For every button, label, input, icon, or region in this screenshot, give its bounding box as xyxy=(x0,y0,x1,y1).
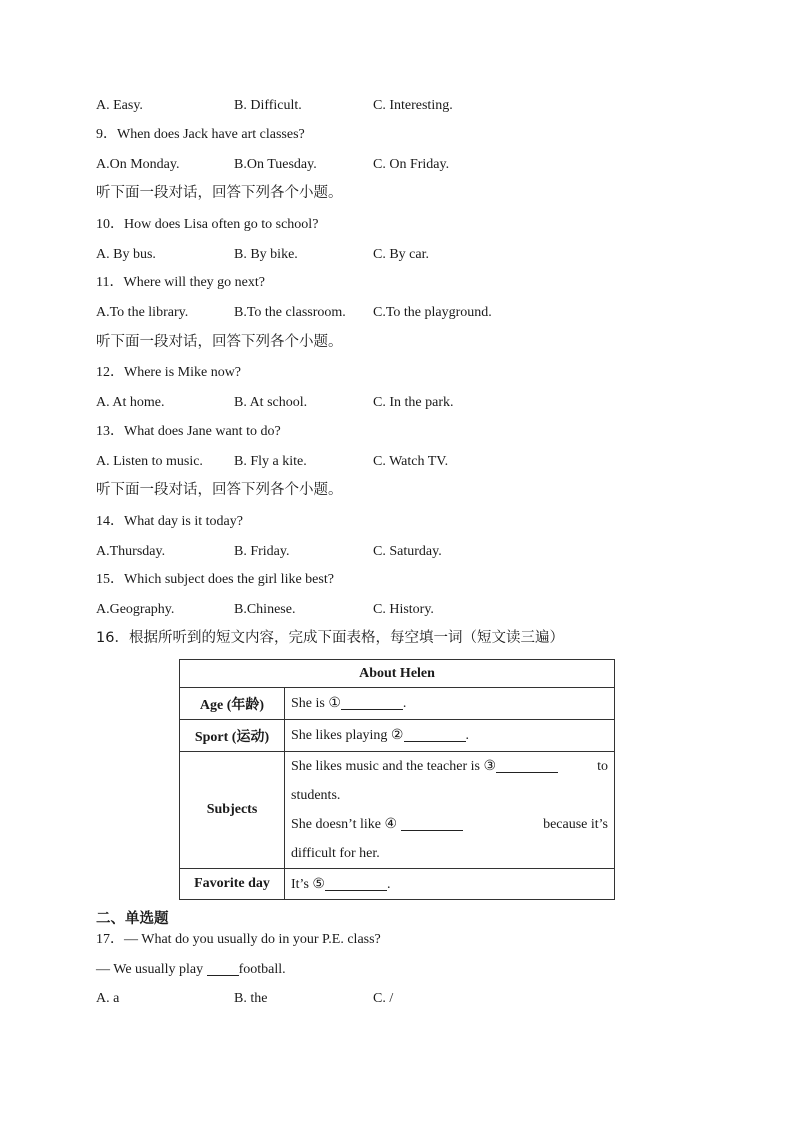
q17-reply xyxy=(96,961,286,979)
age-label: Age (年龄) xyxy=(180,688,285,720)
subjects-line-3a: She doesn’t like ④ xyxy=(291,817,398,832)
subjects-cell xyxy=(285,752,615,869)
q8-option-a[interactable]: A. Easy. xyxy=(96,98,143,113)
q13-option-c[interactable]: C. Watch TV. xyxy=(373,454,449,469)
q10-option-c[interactable]: C. By car. xyxy=(373,247,429,262)
q8-option-c[interactable]: C. Interesting. xyxy=(373,98,453,113)
subjects-row-3 xyxy=(291,810,608,839)
q9-option-c[interactable]: C. On Friday. xyxy=(373,157,450,172)
blank-4[interactable] xyxy=(401,816,463,831)
sport-cell: She likes playing ② . xyxy=(285,720,615,752)
table-title: About Helen xyxy=(180,660,615,688)
table-row xyxy=(180,720,615,752)
subjects-line-4: difficult for her. xyxy=(291,846,380,861)
q14-stem: 14．What day is it today? xyxy=(96,514,243,529)
subjects-line-3b: because it’s xyxy=(543,817,608,832)
q11-stem: 11．Where will they go next? xyxy=(96,275,265,290)
q14-option-a[interactable]: A.Thursday. xyxy=(96,544,166,559)
subjects-label: Subjects xyxy=(180,752,285,869)
favday-label: Favorite day xyxy=(180,869,285,900)
q17-option-c[interactable]: C. / xyxy=(373,991,394,1006)
q11-option-b[interactable]: B.To the classroom. xyxy=(234,305,346,320)
q11-option-a[interactable]: A.To the library. xyxy=(96,305,189,320)
q16-stem: 16．根据所听到的短文内容，完成下面表格，每空填一词（短文读三遍） xyxy=(96,630,564,646)
q15-stem: 15．Which subject does the girl like best? xyxy=(96,572,334,587)
q17-reply-prefix: — We usually play xyxy=(96,962,207,977)
q17-stem: 17．— What do you usually do in your P.E. class? xyxy=(96,932,381,947)
q15-option-a[interactable]: A.Geography. xyxy=(96,602,175,617)
q14-option-c[interactable]: C. Saturday. xyxy=(373,544,442,559)
q10-stem: 10．How does Lisa often go to school? xyxy=(96,217,319,232)
q17-reply-suffix: football. xyxy=(238,962,286,977)
table-row xyxy=(180,869,615,900)
q9-option-a[interactable]: A.On Monday. xyxy=(96,157,180,172)
favday-value: It’s ⑤ xyxy=(291,876,325,892)
listening-instruction: 听下面一段对话，回答下列各个小题。 xyxy=(96,334,343,350)
table-row xyxy=(180,752,615,869)
q13-stem: 13．What does Jane want to do? xyxy=(96,424,281,439)
age-value: She is ① xyxy=(291,696,341,711)
table-row xyxy=(180,688,615,720)
subjects-line-1: She likes music and the teacher is ③ xyxy=(291,759,496,774)
listening-instruction: 听下面一段对话，回答下列各个小题。 xyxy=(96,482,343,498)
q17-option-b[interactable]: B. the xyxy=(234,991,268,1006)
subjects-row-1 xyxy=(291,752,608,781)
subjects-line-1-end: to xyxy=(597,759,608,774)
q17-option-a[interactable]: A. a xyxy=(96,991,120,1006)
q15-option-b[interactable]: B.Chinese. xyxy=(234,602,296,617)
q11-option-c[interactable]: C.To the playground. xyxy=(373,305,492,320)
sport-label: Sport (运动) xyxy=(180,720,285,752)
helen-info-table xyxy=(179,659,615,900)
q10-option-a[interactable]: A. By bus. xyxy=(96,247,156,262)
blank-1[interactable] xyxy=(341,695,403,710)
q10-option-b[interactable]: B. By bike. xyxy=(234,247,298,262)
subjects-line-2: students. xyxy=(291,788,341,803)
q9-option-b[interactable]: B.On Tuesday. xyxy=(234,157,317,172)
q12-option-c[interactable]: C. In the park. xyxy=(373,395,454,410)
blank-2[interactable] xyxy=(404,727,466,742)
blank-3[interactable] xyxy=(496,758,558,773)
favday-cell: It’s ⑤ . xyxy=(285,869,615,900)
q17-blank[interactable] xyxy=(207,961,239,976)
section-title: 二、单选题 xyxy=(96,911,169,927)
q8-option-b[interactable]: B. Difficult. xyxy=(234,98,302,113)
q12-stem: 12．Where is Mike now? xyxy=(96,365,242,380)
listening-instruction: 听下面一段对话，回答下列各个小题。 xyxy=(96,185,343,201)
q12-option-a[interactable]: A. At home. xyxy=(96,395,165,410)
table-row xyxy=(180,660,615,688)
q14-option-b[interactable]: B. Friday. xyxy=(234,544,290,559)
q13-option-a[interactable]: A. Listen to music. xyxy=(96,454,203,469)
q13-option-b[interactable]: B. Fly a kite. xyxy=(234,454,307,469)
age-cell: She is ① . xyxy=(285,688,615,720)
q15-option-c[interactable]: C. History. xyxy=(373,602,434,617)
q12-option-b[interactable]: B. At school. xyxy=(234,395,308,410)
sport-value: She likes playing ② xyxy=(291,728,404,743)
q9-stem: 9．When does Jack have art classes? xyxy=(96,127,305,142)
blank-5[interactable] xyxy=(325,876,387,891)
